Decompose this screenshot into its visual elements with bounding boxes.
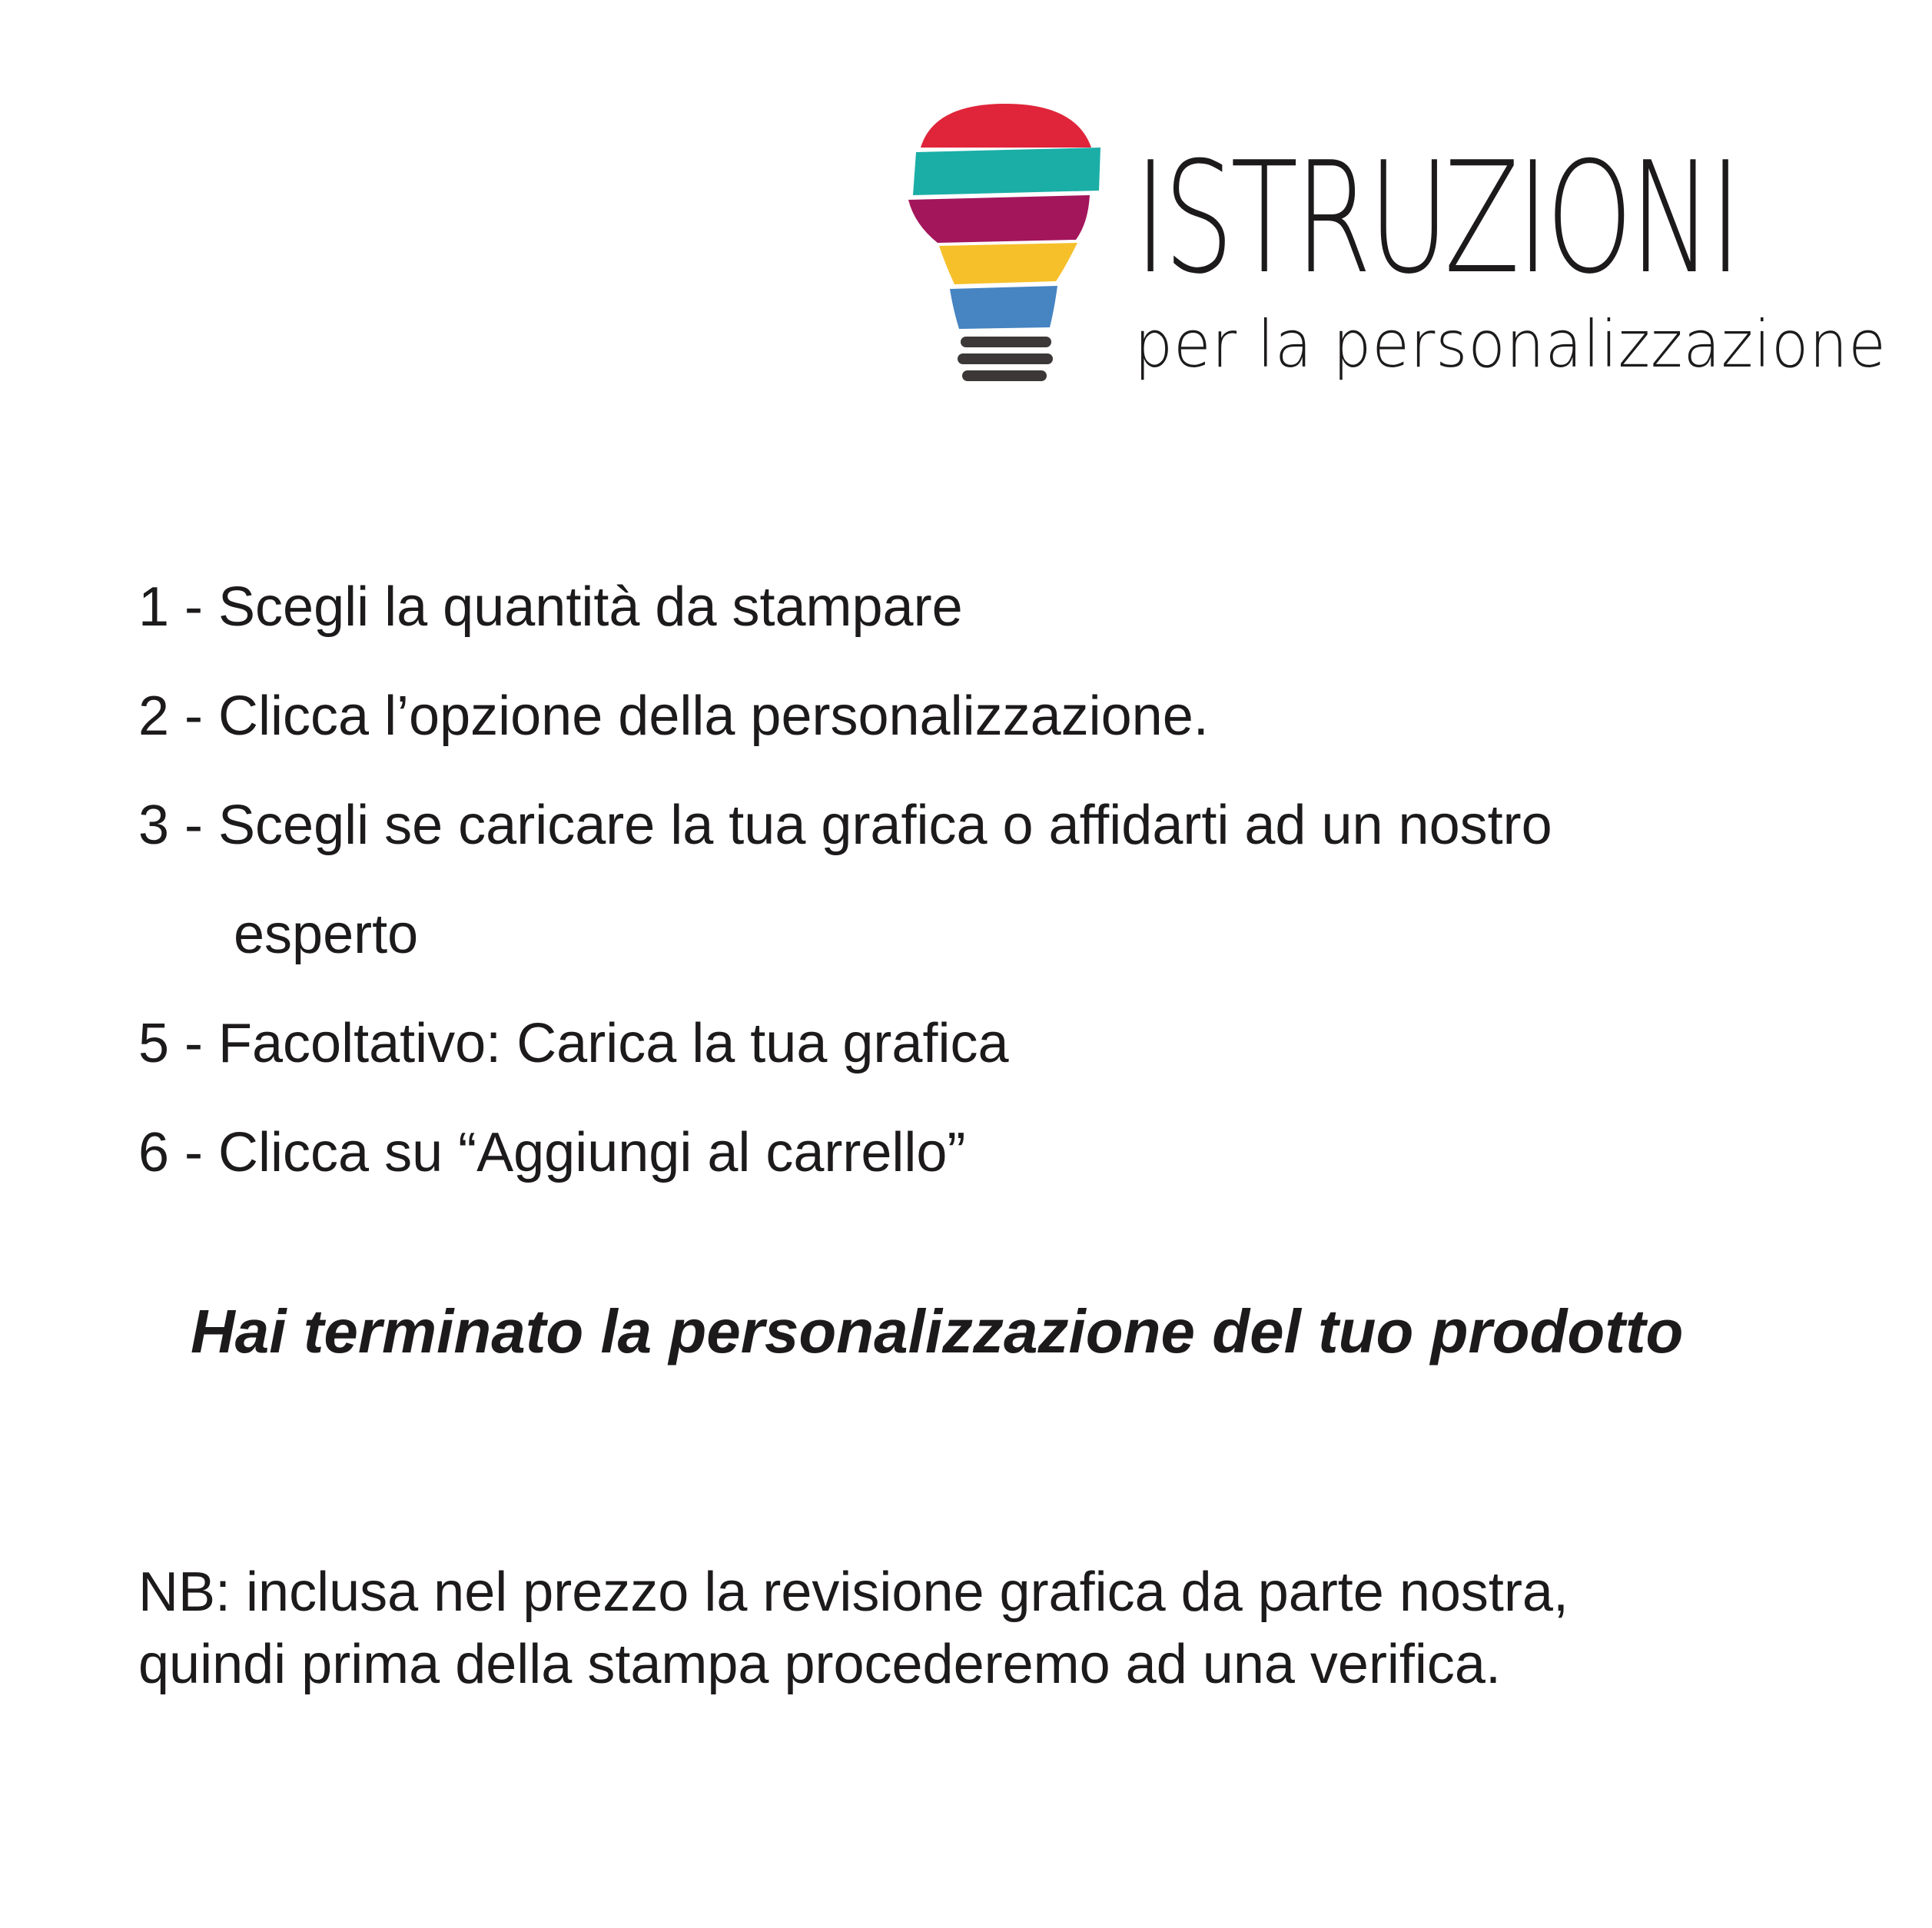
step-3: 3 - Scegli se caricare la tua grafica o affidarti ad un nostro — [138, 795, 1552, 856]
lightbulb-icon — [907, 100, 1107, 392]
step-1: 1 - Scegli la quantità da stampare — [138, 576, 963, 638]
step-5: 5 - Facoltativo: Carica la tua grafica — [138, 1013, 1009, 1074]
step-3-continuation: esperto — [234, 904, 419, 965]
page-subtitle: per la personalizzazione — [1134, 307, 1887, 382]
steps-list — [138, 576, 1860, 1231]
note-line-2: quindi prima della stampa procederemo ad una verifica. — [138, 1634, 1501, 1695]
step-2: 2 - Clicca l’opzione della personalizzazione. — [138, 685, 1209, 747]
note — [138, 1556, 1875, 1701]
page-title: ISTRUZIONI — [1134, 129, 1739, 308]
note-line-1: NB: inclusa nel prezzo la revisione grafica da parte nostra, — [138, 1561, 1569, 1623]
title-block — [1134, 129, 1887, 382]
header — [907, 100, 1887, 407]
step-6: 6 - Clicca su “Aggiungi al carrello” — [138, 1122, 966, 1183]
conclusion-text: Hai terminato la personalizzazione del tuo prodotto — [191, 1297, 1684, 1366]
